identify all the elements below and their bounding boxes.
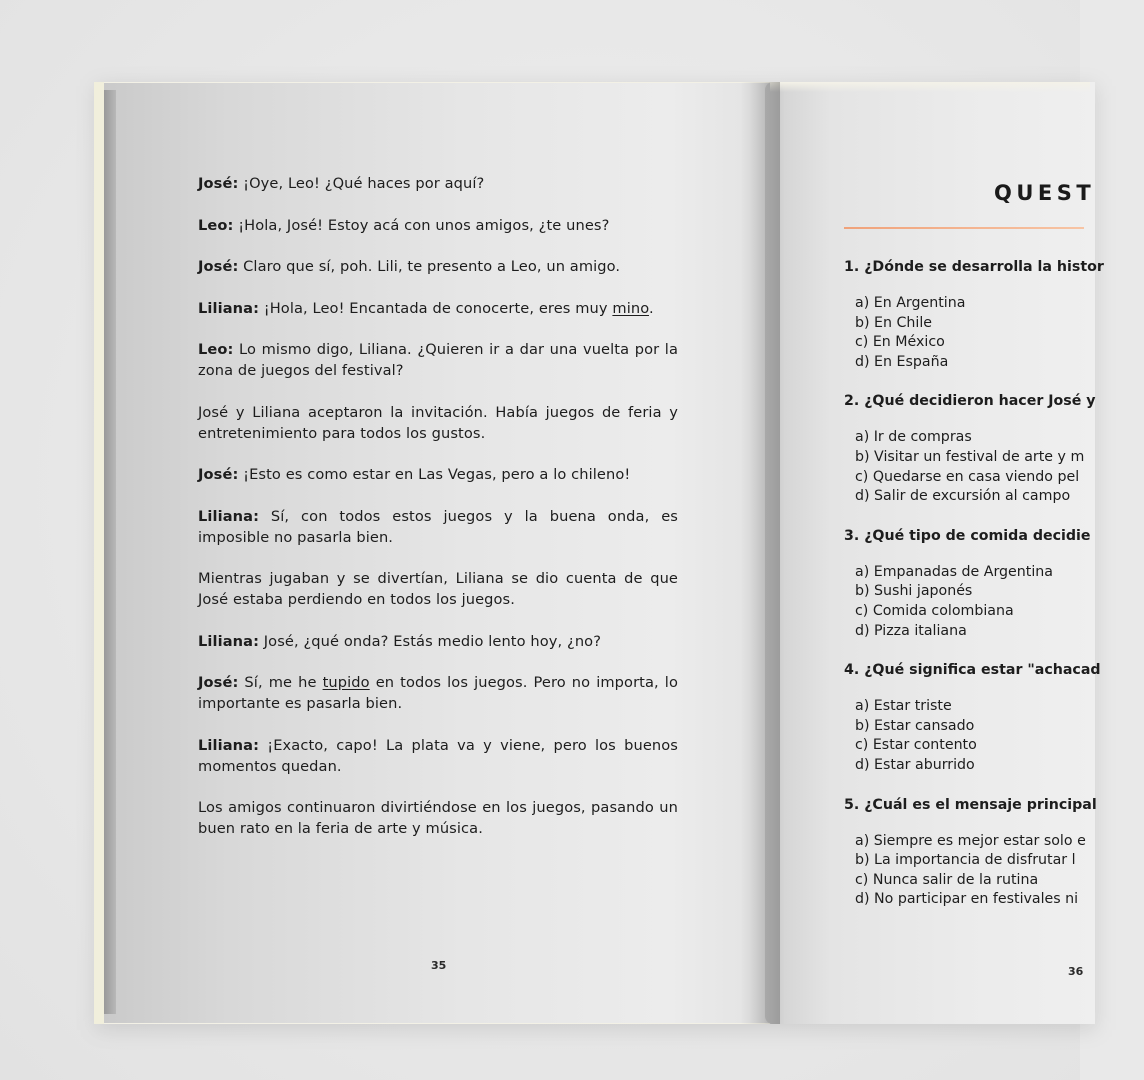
paragraph (198, 173, 678, 194)
narration-text: José y Liliana aceptaron la invitación. Había juegos de feria y entretenimiento para todos los gustos. (198, 403, 678, 442)
answer-option: c) Quedarse en casa viendo pel (855, 468, 1080, 485)
quiz-list (844, 256, 1144, 928)
dialogue-text (198, 173, 678, 860)
answer-option: b) Estar cansado (855, 717, 975, 734)
speaker-name: Liliana: (198, 736, 260, 754)
line-text: Claro que sí, poh. Lili, te presento a Leo, un amigo. (238, 258, 621, 275)
answer-option: c) Nunca salir de la rutina (855, 871, 1039, 888)
page-number-left: 35 (431, 959, 447, 972)
answer-option: b) La importancia de disfrutar l (855, 852, 1076, 869)
answer-option: a) Siempre es mejor estar solo e (855, 832, 1086, 849)
answer-option: a) Ir de compras (855, 429, 972, 446)
line-text: en todos los juegos. Pero no importa, lo importante es pasarla bien. (198, 674, 678, 712)
line-text: Sí, con todos estos juegos y la buena onda, es imposible no pasarla bien. (198, 507, 678, 546)
speaker-name: Liliana: (198, 299, 260, 317)
question-text: 2. ¿Qué decidieron hacer José y (844, 393, 1096, 410)
speaker-name: Liliana: (198, 632, 260, 650)
paragraph (198, 339, 678, 381)
questions-title: QUEST (994, 181, 1096, 205)
left-page-binding (104, 90, 116, 1014)
paragraph (198, 506, 678, 548)
line-text: ¡Hola, Leo! Encantada de conocerte, eres muy (259, 299, 613, 317)
page-number-right: 36 (1068, 965, 1084, 978)
speaker-name: Leo: (198, 216, 234, 234)
line-text: ¡Exacto, capo! La plata va y viene, pero los buenos momentos quedan. (198, 736, 678, 775)
answer-option: a) Estar triste (855, 698, 952, 715)
answer-option: c) En México (855, 334, 945, 351)
line-text: ¡Hola, José! Estoy acá con unos amigos, ¿te unes? (233, 216, 610, 234)
line-text: ¡Oye, Leo! ¿Qué haces por aquí? (238, 175, 485, 192)
paragraph (198, 402, 678, 444)
paragraph (198, 464, 678, 485)
answer-option: d) No participar en festivales ni (855, 891, 1079, 908)
paragraph (198, 672, 678, 714)
answer-option: d) Estar aburrido (855, 756, 975, 773)
vocabulary-word: tupido (322, 674, 370, 691)
answer-option: c) Estar contento (855, 737, 977, 754)
book-gutter (740, 82, 780, 1024)
narration-text: Los amigos continuaron divirtiéndose en los juegos, pasando un buen rato en la feria de arte y música. (198, 799, 678, 837)
speaker-name: Leo: (198, 341, 234, 358)
paragraph (198, 215, 678, 236)
answer-option: b) Sushi japonés (855, 583, 973, 600)
narration-text: Mientras jugaban y se divertían, Liliana se dio cuenta de que José estaba perdiendo en todos los juegos. (198, 570, 678, 608)
speaker-name: José: (198, 674, 239, 691)
line-text: José, ¿qué onda? Estás medio lento hoy, ¿no? (259, 632, 602, 650)
answer-option: d) En España (855, 353, 949, 370)
line-text: ¡Esto es como estar en Las Vegas, pero a lo chileno! (238, 466, 631, 483)
answer-option: d) Salir de excursión al campo (855, 488, 1071, 505)
question-block (844, 390, 1144, 506)
line-text: . (648, 299, 654, 317)
speaker-name: José: (198, 258, 239, 275)
paragraph (198, 735, 678, 777)
answer-option: d) Pizza italiana (855, 622, 967, 639)
speaker-name: José: (198, 175, 239, 192)
question-block (844, 256, 1144, 372)
answer-option: b) En Chile (855, 314, 933, 331)
left-page-edge (94, 82, 104, 1024)
right-page-top-edge (770, 82, 1090, 92)
paragraph (198, 797, 678, 839)
paragraph (198, 256, 678, 277)
question-text: 5. ¿Cuál es el mensaje principal (844, 796, 1097, 813)
question-block (844, 525, 1144, 641)
answer-option: c) Comida colombiana (855, 602, 1014, 619)
question-text: 3. ¿Qué tipo de comida decidie (844, 527, 1091, 544)
answer-option: b) Visitar un festival de arte y m (855, 448, 1085, 465)
paragraph (198, 298, 678, 319)
title-underline (844, 227, 1084, 229)
vocabulary-word: mino (612, 299, 649, 317)
speaker-name: Liliana: (198, 507, 260, 525)
paragraph (198, 631, 678, 652)
speaker-name: José: (198, 466, 239, 483)
answer-option: a) Empanadas de Argentina (855, 563, 1053, 580)
paragraph (198, 568, 678, 610)
answer-option: a) En Argentina (855, 295, 966, 311)
line-text: Sí, me he (238, 674, 323, 691)
question-text: 4. ¿Qué significa estar "achacad (844, 662, 1101, 679)
question-block (844, 794, 1144, 910)
question-block (844, 659, 1144, 775)
line-text: Lo mismo digo, Liliana. ¿Quieren ir a dar una vuelta por la zona de juegos del festival? (198, 341, 678, 379)
question-text: 1. ¿Dónde se desarrolla la histor (844, 259, 1104, 275)
